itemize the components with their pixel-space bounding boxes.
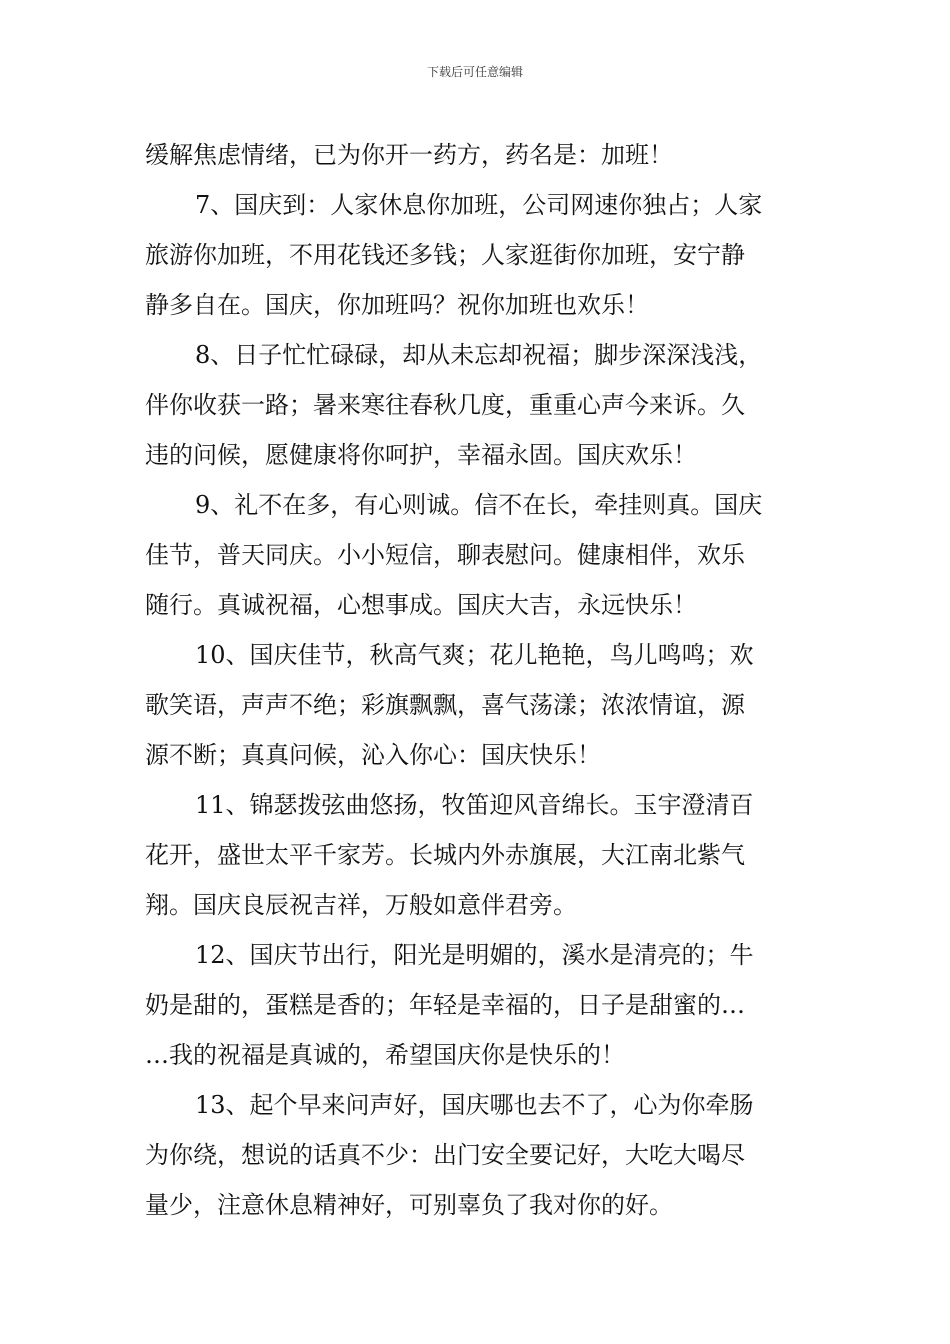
paragraph-4-line-1: 歌笑语，声声不绝；彩旗飘飘，喜气荡漾；浓浓情谊，源: [145, 691, 745, 719]
paragraph-6-line-2: …我的祝福是真诚的，希望国庆你是快乐的！: [145, 1041, 625, 1069]
paragraph-7-line-0: 13、起个早来问声好，国庆哪也去不了，心为你牵肠: [195, 1091, 754, 1119]
paragraph-2-line-1: 伴你收获一路；暑来寒往春秋几度，重重心声今来诉。久: [145, 391, 745, 419]
paragraph-3-line-1: 佳节，普天同庆。小小短信，聊表慰问。健康相伴，欢乐: [145, 541, 745, 569]
paragraph-5-line-2: 翔。国庆良辰祝吉祥，万般如意伴君旁。: [145, 891, 577, 919]
paragraph-0-line-0: 缓解焦虑情绪，已为你开一药方，药名是：加班！: [145, 141, 673, 169]
paragraph-5-line-0: 11、锦瑟拨弦曲悠扬，牧笛迎风音绵长。玉宇澄清百: [195, 791, 754, 819]
paragraph-7-line-2: 量少，注意休息精神好，可别辜负了我对你的好。: [145, 1191, 673, 1219]
paragraph-1-line-0: 7、国庆到：人家休息你加班，公司网速你独占；人家: [195, 191, 763, 219]
paragraph-5-line-1: 花开，盛世太平千家芳。长城内外赤旗展，大江南北紫气: [145, 841, 745, 869]
paragraph-7-line-1: 为你绕，想说的话真不少：出门安全要记好，大吃大喝尽: [145, 1141, 745, 1169]
paragraph-6-line-0: 12、国庆节出行，阳光是明媚的，溪水是清亮的；牛: [195, 941, 754, 969]
document-body: [145, 130, 807, 1230]
page-header: 下载后可任意编辑: [426, 65, 523, 79]
paragraph-1-line-2: 静多自在。国庆，你加班吗？祝你加班也欢乐！: [145, 291, 649, 319]
paragraph-3-line-0: 9、礼不在多，有心则诚。信不在长，牵挂则真。国庆: [195, 491, 763, 519]
paragraph-1-line-1: 旅游你加班，不用花钱还多钱；人家逛街你加班，安宁静: [145, 241, 745, 269]
paragraph-6-line-1: 奶是甜的，蛋糕是香的；年轻是幸福的，日子是甜蜜的…: [145, 991, 745, 1019]
paragraph-2-line-2: 违的问候，愿健康将你呵护，幸福永固。国庆欢乐！: [145, 441, 697, 469]
paragraph-2-line-0: 8、日子忙忙碌碌，却从未忘却祝福；脚步深深浅浅，: [195, 341, 763, 369]
paragraph-4-line-0: 10、国庆佳节，秋高气爽；花儿艳艳，鸟儿鸣鸣；欢: [195, 641, 754, 669]
paragraph-3-line-2: 随行。真诚祝福，心想事成。国庆大吉，永远快乐！: [145, 591, 697, 619]
paragraph-4-line-2: 源不断；真真问候，沁入你心：国庆快乐！: [145, 741, 601, 769]
